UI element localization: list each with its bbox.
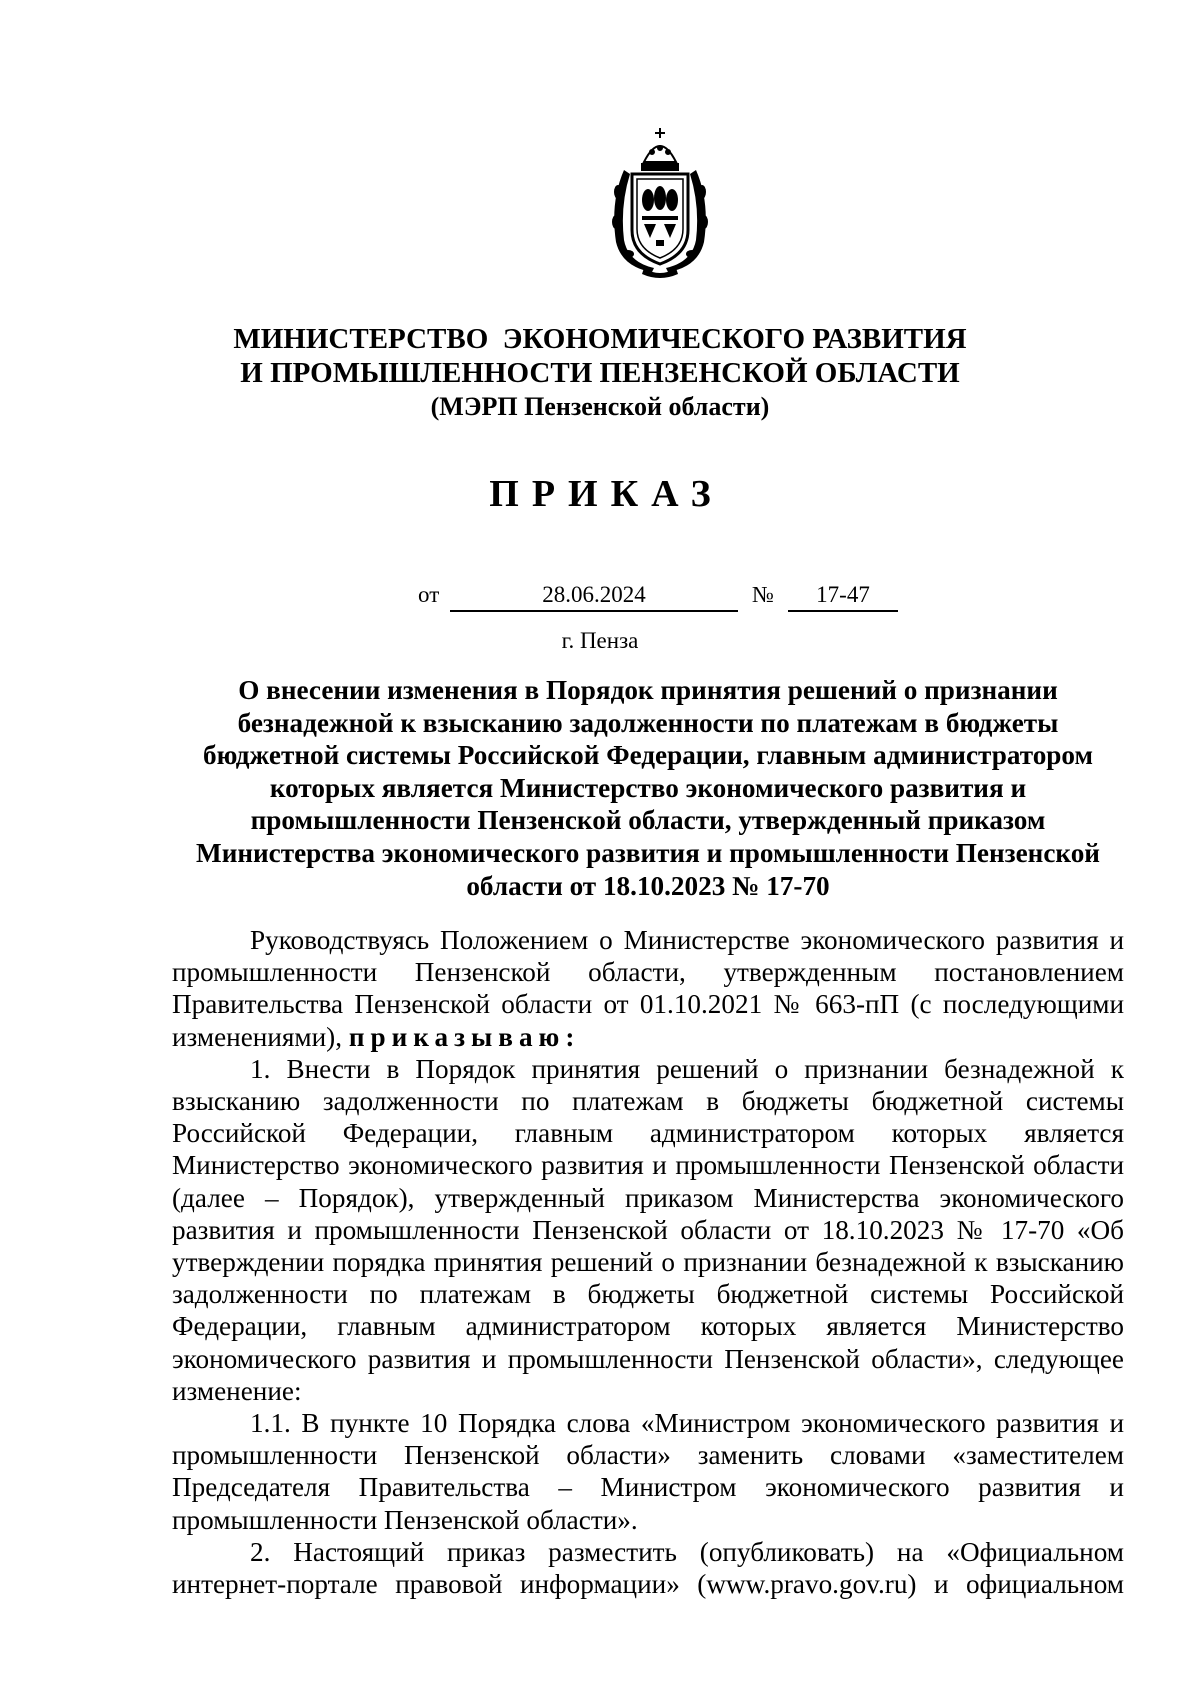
order-number: 17-47 [788,582,898,612]
organization-name [0,322,1200,424]
order-date: 28.06.2024 [450,582,738,612]
order-subject [172,674,1124,902]
item-2: 2. Настоящий приказ разместить (опубликовать) на «Официальном интернет-портале правовой информации» (www.pravo.gov.ru) и официальном [172,1536,1124,1600]
item-1: 1. Внести в Порядок принятия решений о признании безнадежной к взысканию задолженности по платежам в бюджеты бюджетной системы Российской Федерации, главным администратором которых является Министерство экономического развития и промышленности Пензенской области (далее – Порядок), утвержденный приказом Министерства экономического развития и промышленности Пензенской области от 18.10.2023 № 17-70 «Об утверждении порядка принятия решений о признании безнадежной к взысканию задолженности по платежам в бюджеты бюджетной системы Российской Федерации, главным администратором которых является Министерство экономического развития и промышленности Пензенской области», следующее изменение: [172,1053,1124,1406]
subject-line: О внесении изменения в Порядок принятия решений о признании [238,675,1058,705]
item-1-1: 1.1. В пункте 10 Порядка слова «Министром экономического развития и промышленности Пензенской области» заменить словами «заместителем Председателя Правительства – Министром экономического развития и промышленности Пензенской области». [172,1408,1124,1535]
document-type-title: ПРИКАЗ [489,473,724,515]
subject-line: безнадежной к взысканию задолженности по платежам в бюджеты [237,707,1059,738]
subject-line: бюджетной системы Российской Федерации, главным администратором [202,740,1094,771]
org-line-1: МИНИСТЕРСТВО ЭКОНОМИЧЕСКОГО РАЗВИТИЯ [233,323,967,355]
order-word: приказываю: [348,1021,581,1052]
org-abbreviation: (МЭРП Пензенской области) [430,392,770,421]
date-label: от [418,582,440,607]
order-body [172,924,1124,1600]
number-label: № [752,582,774,607]
subject-line: области от 18.10.2023 № 17-70 [466,870,830,901]
preamble-text: Руководствуясь Положением о Министерстве экономического развития и промышленности Пензенской области, утвержденным постановлением Правительства Пензенской области от 01.10.2021 № 663-пП (с последующими изменениями), [172,925,1124,1052]
subject-line: которых является Министерство экономического развития и [269,772,1027,803]
preamble-paragraph [172,924,1124,1053]
city: г. Пенза [561,628,639,653]
subject-line: Министерства экономического развития и промышленности Пензенской [196,837,1100,868]
subject-line: промышленности Пензенской области, утвержденный приказом [250,805,1046,836]
coat-of-arms-icon [604,122,716,278]
org-line-2: И ПРОМЫШЛЕННОСТИ ПЕНЗЕНСКОЙ ОБЛАСТИ [240,357,960,389]
